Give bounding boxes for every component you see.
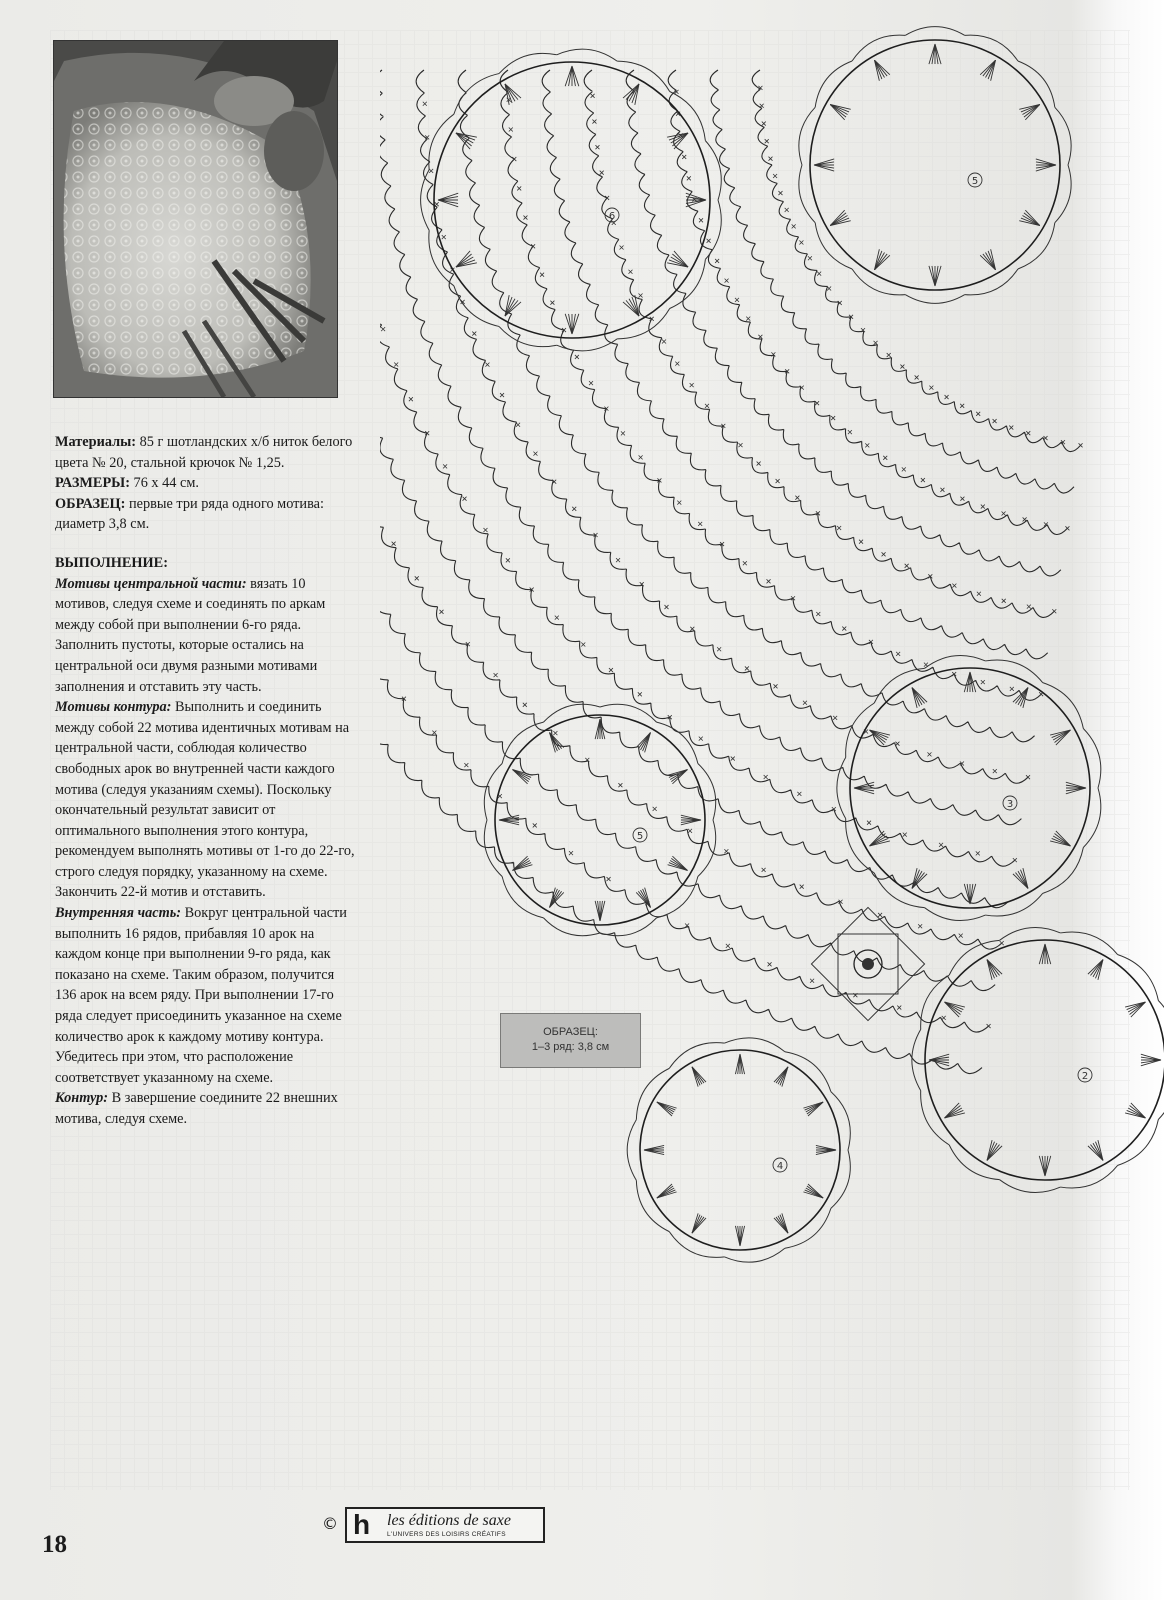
stitch-mark [739,443,743,447]
stitch-mark [592,120,596,124]
stitch-mark [865,443,869,447]
stitch-mark [533,823,537,827]
stitch-mark [589,381,593,385]
stitch-mark [682,155,686,159]
chart-row-16 [380,70,982,1074]
stitch-mark [698,522,702,526]
stitch-mark [690,627,694,631]
chart-row-14 [380,70,995,991]
stitch-mark [639,294,643,298]
stitch-mark [837,526,841,530]
stitch-mark [638,692,642,696]
chart-row-11 [380,70,1015,866]
stitch-mark [724,849,728,853]
stitch-mark [677,501,681,505]
motif-number-5 [1078,1068,1092,1082]
stitch-mark [705,404,709,408]
stitch-mark [553,731,557,735]
stitch-mark [1002,511,1006,515]
stitch-mark [569,851,573,855]
stitch-mark [797,792,801,796]
center-motifs-text: вязать 10 мотивов, следуя схеме и соединять по аркам между собой при выполнении 6-го ряда. Заполнить пустоты, которые остались на центральной оси двумя разными мотивами заполнения и отставить эту часть. [55,575,326,695]
outline-text: В завершение соедините 22 внешних мотива, следуя схеме. [55,1090,338,1127]
inner-part-label: Внутренняя часть: [55,905,182,922]
motif-1 [421,49,722,351]
stitch-mark [607,877,611,881]
motif-2 [799,27,1071,304]
stitch-mark [572,507,576,511]
crochet-chart [380,20,1164,1350]
materials-text: 85 г шотландских х/б ниток белого цвета № 20, стальной крючок № 1,25. [55,434,353,471]
stitch-mark [688,829,692,833]
chart-row-2 [710,70,1074,493]
chart-row-6 [542,70,1048,659]
stitch-mark [878,913,882,917]
stitch-mark [1013,858,1017,862]
publisher-name: les éditions de saxe [387,1512,511,1529]
stitch-mark [509,127,513,131]
stitch-mark [523,216,527,220]
stitch-mark [810,979,814,983]
stitch-mark [500,393,504,397]
stitch-mark [842,627,846,631]
sample-label-size: 1–3 ряд: 3,8 см [531,1041,610,1053]
motif-number-4 [633,828,647,842]
stitch-mark [915,375,919,379]
stitch-mark [799,241,803,245]
stitch-mark [987,1024,991,1028]
stitch-mark [618,783,622,787]
stitch-mark [1026,431,1030,435]
stitch-mark [699,737,703,741]
inner-part-text: Вокруг центральной части выполнить 16 рядов, прибавляя 10 арок на каждом конце при выполнении 9-го ряда, как показано на схеме. Таким образом, получится 136 арок на всем ряду. При выполнении 17-го ряда следует присоединить указанное на схеме количество арок к каждому мотиву контура. Убедитесь при этом, что расположение соответствует указанному на схеме. [55,905,347,1086]
stitch-mark [506,558,510,562]
stitch-mark [960,404,964,408]
stitch-mark [921,478,925,482]
stitch-mark [883,456,887,460]
motif-6 [627,1038,850,1262]
stitch-mark [960,497,964,501]
stitch-mark [620,246,624,250]
stitch-mark [887,353,891,357]
stitch-mark [621,431,625,435]
stitch-mark [595,145,599,149]
motif-number-1 [605,208,619,222]
stitch-mark [874,341,878,345]
stitch-mark [435,202,439,206]
stitch-mark [512,157,516,161]
stitch-mark [432,731,436,735]
publisher-logo-mark: h [353,1509,371,1540]
stitch-mark [423,102,427,106]
stitch-mark [581,643,585,647]
stitch-mark [464,763,468,767]
stitch-mark [808,256,812,260]
stitch-mark [993,769,997,773]
size-text: 76 х 44 см. [129,475,199,492]
stitch-mark [639,455,643,459]
stitch-mark [882,552,886,556]
chart-row-4 [626,70,1061,576]
instruction-text [55,432,355,1130]
stitch-mark [675,362,679,366]
center-motifs-label: Мотивы центральной части: [55,575,247,592]
stitch-mark [959,934,963,938]
stitch-mark [687,176,691,180]
chart-row-3 [668,70,1067,534]
chart-row-5 [584,70,1054,617]
stitch-mark [555,616,559,620]
stitch-mark [662,340,666,344]
stitch-mark [942,1016,946,1020]
stitch-mark [442,235,446,239]
stitch-mark [800,885,804,889]
stitch-mark [765,139,769,143]
stitch-mark [717,647,721,651]
stitch-mark [815,401,819,405]
stitch-mark [773,174,777,178]
stitch-mark [731,757,735,761]
stitch-mark [472,332,476,336]
stitch-mark [1043,436,1047,440]
stitch-mark [533,452,537,456]
stitch-mark [785,208,789,212]
stitch-mark [993,419,997,423]
stitch-mark [903,833,907,837]
motif-number-6 [773,1158,787,1172]
motif-number-text: 6 [608,211,616,222]
stitch-mark [848,430,852,434]
stitch-mark [665,605,669,609]
motif-number-text: 5 [971,176,979,187]
stitch-mark [726,944,730,948]
stitch-mark [981,680,985,684]
motif-4 [484,704,715,935]
stitch-mark [859,540,863,544]
stitch-mark [977,592,981,596]
motif-number-text: 5 [636,831,644,842]
stitch-mark [897,1006,901,1010]
stitch-mark [778,191,782,195]
stitch-mark [1000,941,1004,945]
stitch-mark [517,186,521,190]
stitch-mark [540,273,544,277]
stitch-mark [600,171,604,175]
stitch-mark [940,488,944,492]
chart-row-1 [752,70,1080,452]
stitch-mark [550,301,554,305]
stitch-mark [774,684,778,688]
stitch-mark [764,775,768,779]
stitch-mark [895,742,899,746]
stitch-mark [516,423,520,427]
stitch-mark [757,462,761,466]
stitch-mark [725,279,729,283]
page-number: 18 [42,1531,67,1558]
publisher-logo [345,1507,545,1543]
stitch-mark [1052,609,1056,613]
crochet-tablecloth-photo-icon [54,41,337,397]
stitch-mark [929,386,933,390]
stitch-mark [707,239,711,243]
stitch-mark [795,496,799,500]
stitch-mark [485,363,489,367]
materials-label: Материалы: [55,434,137,450]
stitch-mark [743,561,747,565]
stitch-mark [827,287,831,291]
copyright-symbol: © [322,1514,338,1533]
sample-label-box [500,1013,641,1068]
motif-number-2 [968,173,982,187]
stitch-mark [918,924,922,928]
motif-5 [912,927,1164,1192]
stitch-mark [816,612,820,616]
motif-number-3 [1003,796,1017,810]
stitch-mark [494,673,498,677]
contour-motifs-label: Мотивы контура: [55,699,172,716]
stitch-mark [896,652,900,656]
outline-label: Контур: [55,1090,109,1107]
filler-motif [811,907,924,1020]
stitch-mark [523,703,527,707]
stitch-mark [939,843,943,847]
gauge-label: ОБРАЗЕЦ: [55,495,126,512]
stitch-mark [463,497,467,501]
stitch-mark [981,505,985,509]
instructions-heading: ВЫПОЛНЕНИЕ: [55,554,168,571]
stitch-mark [833,716,837,720]
stitch-mark [745,666,749,670]
stitch-mark [381,327,385,331]
stitch-mark [952,584,956,588]
stitch-mark [792,224,796,228]
stitch-mark [762,868,766,872]
stitch-mark [768,962,772,966]
stitch-mark [616,558,620,562]
stitch-mark [927,752,931,756]
contour-motifs-text: Выполнить и соединить между собой 22 мотива идентичных мотивам на центральной части, соблюдая количество свободных арок во внутренней части каждого мотива (следуя указаниям схемы). Поскольку окончательный результат зависит от оптимального выполнения этого контура, рекомендуем выполнять мотивы от 1-го до 22-го, строго следуя порядку, указанному на схеме. Закончить 22-й мотив и отставить. [55,699,355,901]
stitch-mark [409,397,413,401]
stitch-mark [1079,443,1083,447]
chart-motifs [421,27,1164,1263]
stitch-mark [746,317,750,321]
chart-row-15 [380,70,989,1032]
stitch-mark [699,218,703,222]
stitch-mark [1027,605,1031,609]
stitch-mark [575,355,579,359]
stitch-mark [1065,526,1069,530]
stitch-mark [715,259,719,263]
stitch-mark [758,335,762,339]
stitch-mark [628,270,632,274]
stitch-mark [690,383,694,387]
stitch-mark [767,579,771,583]
stitch-mark [394,362,398,366]
gauge-text: первые три ряда одного мотива: диаметр 3,8 см. [55,495,324,533]
stitch-mark [900,365,904,369]
stitch-mark [415,576,419,580]
publisher-tagline: L'UNIVERS DES LOISIRS CRÉATIFS [387,1531,506,1538]
size-label: РАЗМЕРЫ: [55,475,130,492]
stitch-mark [1026,775,1030,779]
stitch-mark [905,564,909,568]
stitch-mark [1010,687,1014,691]
stitch-mark [831,416,835,420]
stitch-mark [803,701,807,705]
motif-number-text: 4 [776,1161,784,1172]
stitch-mark [1009,426,1013,430]
stitch-mark [609,668,613,672]
stitch-mark [1023,517,1027,521]
stitch-mark [429,169,433,173]
stitch-mark [762,122,766,126]
stitch-mark [976,851,980,855]
tablecloth-photo [53,40,338,398]
stitch-mark [1002,599,1006,603]
stitch-mark [768,157,772,161]
stitch-mark [653,807,657,811]
motif-number-text: 2 [1081,1071,1089,1082]
chart-rows [380,70,1083,1074]
stitch-mark [867,821,871,825]
stitch-mark [945,395,949,399]
stitch-mark [440,610,444,614]
motif-number-text: 3 [1006,799,1014,810]
stitch-mark [483,528,487,532]
sample-label-title: ОБРАЗЕЦ: [543,1026,598,1038]
stitch-mark [760,104,764,108]
stitch-mark [817,272,821,276]
stitch-mark [392,542,396,546]
stitch-mark [443,464,447,468]
stitch-mark [776,479,780,483]
chart-row-8 [458,70,1034,742]
stitch-mark [902,467,906,471]
stitch-mark [976,412,980,416]
stitch-mark [735,298,739,302]
stitch-mark [591,94,595,98]
